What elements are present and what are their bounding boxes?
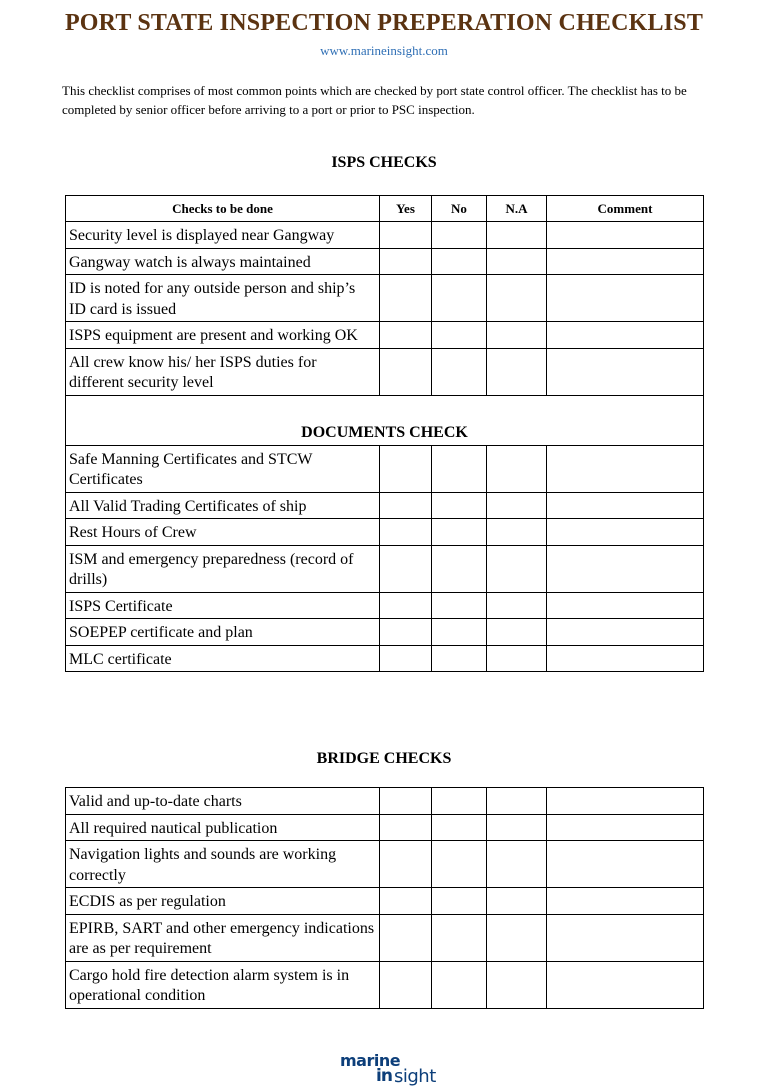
yes-cell[interactable] [380,914,432,961]
table-row [66,545,704,592]
na-cell[interactable] [487,275,547,322]
bridge-checks-heading: BRIDGE CHECKS [316,750,452,767]
comment-cell[interactable] [547,519,704,546]
page-title: PORT STATE INSPECTION PREPERATION CHECKLIST [64,10,704,36]
table-row [66,222,704,249]
no-cell[interactable] [432,914,487,961]
yes-cell[interactable] [380,445,432,492]
yes-cell[interactable] [380,492,432,519]
yes-cell[interactable] [380,222,432,249]
table-row [66,275,704,322]
marineinsight-logo: marine in sight [340,1051,436,1087]
isps-checks-heading: ISPS CHECKS [331,154,437,171]
na-cell[interactable] [487,348,547,395]
na-cell[interactable] [487,322,547,349]
no-cell[interactable] [432,619,487,646]
yes-cell[interactable] [380,619,432,646]
comment-cell[interactable] [547,645,704,672]
check-item-label: Navigation lights and sounds are working correctly [66,841,380,888]
no-cell[interactable] [432,248,487,275]
yes-cell[interactable] [380,519,432,546]
table-row [66,841,704,888]
na-cell[interactable] [487,619,547,646]
yes-cell[interactable] [380,888,432,915]
comment-cell[interactable] [547,275,704,322]
no-cell[interactable] [432,348,487,395]
table-row [66,248,704,275]
column-header-no: No [432,196,487,222]
table-row [66,788,704,815]
no-cell[interactable] [432,322,487,349]
table-row [66,592,704,619]
check-item-label: MLC certificate [66,645,380,672]
yes-cell[interactable] [380,545,432,592]
table-row [66,492,704,519]
check-item-label: Rest Hours of Crew [66,519,380,546]
column-header-comment: Comment [547,196,704,222]
na-cell[interactable] [487,914,547,961]
table-row [66,519,704,546]
table-row [66,645,704,672]
comment-cell[interactable] [547,788,704,815]
comment-cell[interactable] [547,322,704,349]
yes-cell[interactable] [380,348,432,395]
no-cell[interactable] [432,445,487,492]
comment-cell[interactable] [547,445,704,492]
na-cell[interactable] [487,592,547,619]
table-row [66,888,704,915]
column-header-yes: Yes [380,196,432,222]
yes-cell[interactable] [380,814,432,841]
comment-cell[interactable] [547,248,704,275]
yes-cell[interactable] [380,248,432,275]
comment-cell[interactable] [547,619,704,646]
check-item-label: All required nautical publication [66,814,380,841]
check-item-label: All Valid Trading Certificates of ship [66,492,380,519]
no-cell[interactable] [432,519,487,546]
table-row [66,914,704,961]
no-cell[interactable] [432,788,487,815]
check-item-label: Valid and up-to-date charts [66,788,380,815]
check-item-label: EPIRB, SART and other emergency indications are as per requirement [66,914,380,961]
documents-check-heading: DOCUMENTS CHECK [66,395,704,445]
table-row [66,814,704,841]
no-cell[interactable] [432,592,487,619]
comment-cell[interactable] [547,592,704,619]
no-cell[interactable] [432,492,487,519]
na-cell[interactable] [487,248,547,275]
comment-cell[interactable] [547,814,704,841]
na-cell[interactable] [487,888,547,915]
yes-cell[interactable] [380,592,432,619]
comment-cell[interactable] [547,545,704,592]
na-cell[interactable] [487,519,547,546]
check-item-label: SOEPEP certificate and plan [66,619,380,646]
yes-cell[interactable] [380,275,432,322]
check-item-label: ISPS equipment are present and working OK [66,322,380,349]
na-cell[interactable] [487,788,547,815]
documents-check-heading-row [66,395,704,445]
table-row [66,619,704,646]
no-cell[interactable] [432,888,487,915]
comment-cell[interactable] [547,841,704,888]
check-item-label: ISM and emergency preparedness (record of drills) [66,545,380,592]
yes-cell[interactable] [380,961,432,1008]
no-cell[interactable] [432,222,487,249]
check-item-label: Cargo hold fire detection alarm system is in operational condition [66,961,380,1008]
na-cell[interactable] [487,545,547,592]
no-cell[interactable] [432,961,487,1008]
comment-cell[interactable] [547,348,704,395]
check-item-label: Security level is displayed near Gangway [66,222,380,249]
na-cell[interactable] [487,222,547,249]
yes-cell[interactable] [380,788,432,815]
table-row [66,961,704,1008]
bridge-checks-table [65,787,704,1009]
website-url: www.marineinsight.com [320,43,448,58]
check-item-label: Gangway watch is always maintained [66,248,380,275]
table-row [66,322,704,349]
comment-cell[interactable] [547,888,704,915]
yes-cell[interactable] [380,645,432,672]
comment-cell[interactable] [547,961,704,1008]
comment-cell[interactable] [547,492,704,519]
yes-cell[interactable] [380,322,432,349]
na-cell[interactable] [487,445,547,492]
intro-text: This checklist comprises of most common points which are checked by port state control officer. The checklist has to be completed by senior officer before arriving to a port or prior to PSC inspection. [62,83,687,117]
na-cell[interactable] [487,841,547,888]
no-cell[interactable] [432,814,487,841]
yes-cell[interactable] [380,841,432,888]
isps-documents-table [65,195,704,672]
check-item-label: All crew know his/ her ISPS duties for different security level [66,348,380,395]
column-header-na: N.A [487,196,547,222]
table-header-row [66,196,704,222]
no-cell[interactable] [432,841,487,888]
column-header-checks: Checks to be done [66,196,380,222]
na-cell[interactable] [487,961,547,1008]
comment-cell[interactable] [547,222,704,249]
no-cell[interactable] [432,645,487,672]
na-cell[interactable] [487,645,547,672]
check-item-label: ECDIS as per regulation [66,888,380,915]
check-item-label: ID is noted for any outside person and ship’s ID card is issued [66,275,380,322]
no-cell[interactable] [432,275,487,322]
check-item-label: ISPS Certificate [66,592,380,619]
na-cell[interactable] [487,492,547,519]
na-cell[interactable] [487,814,547,841]
table-row [66,445,704,492]
table-row [66,348,704,395]
comment-cell[interactable] [547,914,704,961]
check-item-label: Safe Manning Certificates and STCW Certificates [66,445,380,492]
no-cell[interactable] [432,545,487,592]
